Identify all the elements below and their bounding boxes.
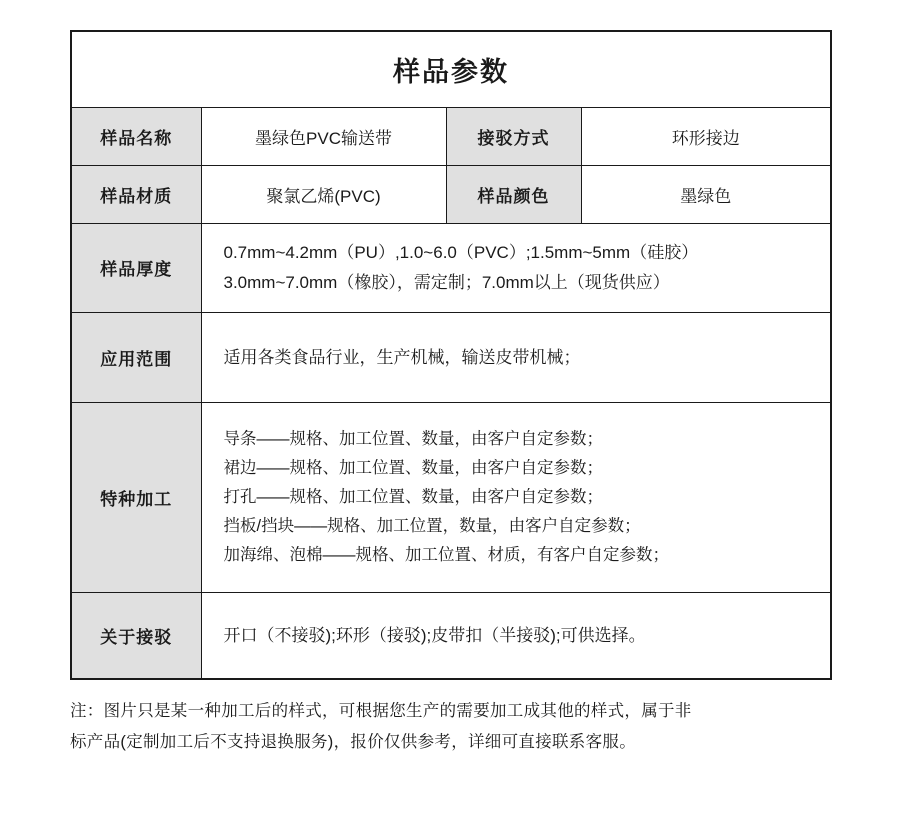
table-row (71, 224, 831, 313)
row-value-joint-method: 环形接边 (581, 108, 831, 166)
row-label-joint-method: 接驳方式 (446, 108, 581, 166)
thickness-line: 3.0mm~7.0mm（橡胶），需定制；7.0mm以上（现货供应） (223, 272, 670, 292)
table-row (71, 312, 831, 403)
table-row-title (71, 31, 831, 108)
row-value-color: 墨绿色 (581, 166, 831, 224)
sample-parameter-table (70, 30, 832, 680)
row-label-sample-name: 样品名称 (71, 108, 201, 166)
application-line: 适用各类食品行业，生产机械，输送皮带机械； (223, 347, 581, 367)
row-label-about-joint: 关于接驳 (71, 592, 201, 679)
processing-line: 导条——规格、加工位置、数量，由客户自定参数； (223, 430, 603, 449)
row-label-application: 应用范围 (71, 312, 201, 403)
row-value-about-joint (201, 592, 831, 679)
table-row (71, 592, 831, 679)
row-label-material: 样品材质 (71, 166, 201, 224)
footer-note-line: 标产品(定制加工后不支持退换服务)，报价仅供参考，详细可直接联系客服。 (70, 732, 636, 751)
row-value-special-processing (201, 403, 831, 592)
row-label-special-processing: 特种加工 (71, 403, 201, 592)
processing-line: 加海绵、泡棉——规格、加工位置、材质，有客户自定参数； (223, 545, 669, 564)
page-title: 样品参数 (71, 31, 831, 108)
table-row (71, 403, 831, 592)
footer-note-line: 注：图片只是某一种加工后的样式，可根据您生产的需要加工成其他的样式，属于非 (70, 702, 692, 721)
row-label-color: 样品颜色 (446, 166, 581, 224)
row-value-material: 聚氯乙烯(PVC) (201, 166, 446, 224)
row-value-sample-name: 墨绿色PVC输送带 (201, 108, 446, 166)
thickness-line: 0.7mm~4.2mm（PU）,1.0~6.0（PVC）;1.5mm~5mm（硅胶） (223, 243, 699, 262)
table-row (71, 166, 831, 224)
processing-line: 裙边——规格、加工位置、数量，由客户自定参数； (223, 459, 603, 478)
processing-line: 打孔——规格、加工位置、数量，由客户自定参数； (223, 488, 603, 506)
processing-line: 挡板/挡块——规格、加工位置，数量，由客户自定参数； (223, 516, 641, 535)
row-value-application (201, 312, 831, 403)
table-row (71, 108, 831, 166)
joint-line: 开口（不接驳);环形（接驳);皮带扣（半接驳);可供选择。 (223, 625, 646, 645)
footer-note (70, 696, 840, 757)
row-value-thickness (201, 224, 831, 313)
row-label-thickness: 样品厚度 (71, 224, 201, 313)
